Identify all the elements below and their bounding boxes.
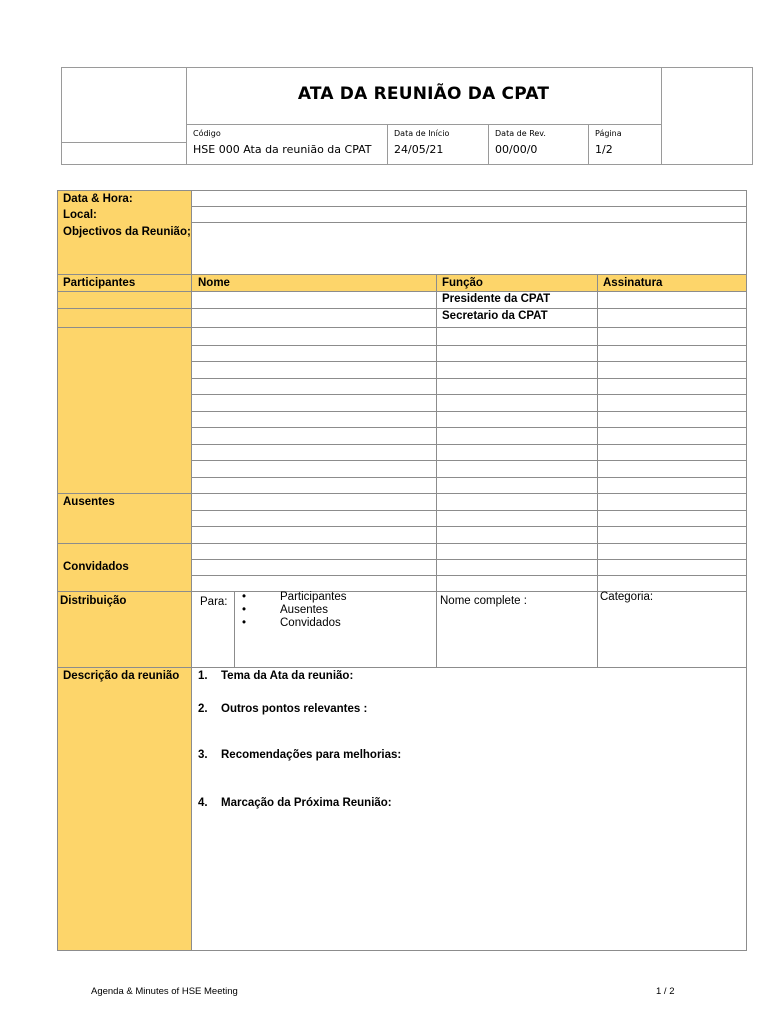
row-divider xyxy=(191,394,747,395)
item-number: 2. xyxy=(198,703,208,715)
distribution-item: Ausentes xyxy=(280,604,328,616)
bullet-icon: • xyxy=(242,591,247,603)
role-president: Presidente da CPAT xyxy=(442,293,551,305)
bullet-icon: • xyxy=(242,604,247,616)
start-date-label: Data de Início xyxy=(394,129,450,138)
bullet-icon: • xyxy=(242,617,247,629)
category-label: Categoria: xyxy=(600,591,654,603)
meeting-form xyxy=(57,190,747,951)
row-divider xyxy=(191,444,747,445)
revision-date-label: Data de Rev. xyxy=(495,129,546,138)
row-divider xyxy=(191,526,747,527)
row-divider xyxy=(57,308,747,309)
item-number: 1. xyxy=(198,670,208,682)
page-label: Página xyxy=(595,129,622,138)
row-divider xyxy=(191,222,747,223)
row-divider xyxy=(57,493,747,494)
header-divider xyxy=(488,124,489,165)
row-divider xyxy=(191,510,747,511)
row-divider xyxy=(191,345,747,346)
page-value: 1/2 xyxy=(595,143,613,156)
column-header-signature: Assinatura xyxy=(603,277,663,289)
agenda-item-text: Recomendações para melhorias: xyxy=(221,749,402,761)
row-divider xyxy=(191,460,747,461)
row-divider xyxy=(57,667,747,668)
row-divider xyxy=(191,411,747,412)
revision-date-value: 00/00/0 xyxy=(495,143,538,156)
header-divider xyxy=(186,67,187,165)
item-number: 4. xyxy=(198,797,208,809)
date-time-label: Data & Hora: xyxy=(63,193,133,205)
distribution-item: Participantes xyxy=(280,591,347,603)
row-divider xyxy=(191,575,747,576)
guests-label: Convidados xyxy=(63,561,129,573)
agenda-item-text: Marcação da Próxima Reunião: xyxy=(221,797,392,809)
row-divider xyxy=(57,327,747,328)
distribution-item: Convidados xyxy=(280,617,341,629)
row-divider xyxy=(191,427,747,428)
start-date-value: 24/05/21 xyxy=(394,143,444,156)
row-divider xyxy=(57,291,747,292)
header-divider xyxy=(661,67,662,165)
item-number: 3. xyxy=(198,749,208,761)
code-label: Código xyxy=(193,129,221,138)
to-label: Para: xyxy=(200,596,228,608)
role-secretary: Secretario da CPAT xyxy=(442,310,548,322)
column-divider xyxy=(191,190,192,951)
document-title: ATA DA REUNIÃO DA CPAT xyxy=(297,84,550,104)
location-label: Local: xyxy=(63,209,97,221)
column-divider xyxy=(436,274,437,667)
header-divider xyxy=(588,124,589,165)
column-divider xyxy=(597,274,598,667)
row-divider xyxy=(57,543,747,544)
row-divider xyxy=(191,361,747,362)
row-divider xyxy=(191,559,747,560)
row-divider xyxy=(57,274,747,275)
footer-title: Agenda & Minutes of HSE Meeting xyxy=(91,986,238,997)
row-divider xyxy=(191,477,747,478)
code-value: HSE 000 Ata da reunião da CPAT xyxy=(193,143,372,156)
distribution-label: Distribuição xyxy=(60,595,127,607)
absent-label: Ausentes xyxy=(63,496,115,508)
footer-page-number: 1 / 2 xyxy=(656,986,675,997)
header-divider xyxy=(186,124,661,125)
agenda-item-text: Outros pontos relevantes : xyxy=(221,703,368,715)
row-divider xyxy=(191,378,747,379)
header-divider xyxy=(61,142,186,143)
agenda-item-text: Tema da Ata da reunião: xyxy=(221,670,354,682)
header-divider xyxy=(387,124,388,165)
objectives-label: Objectivos da Reunião; xyxy=(63,226,191,238)
row-divider xyxy=(191,206,747,207)
participants-label: Participantes xyxy=(63,277,136,289)
column-divider xyxy=(234,591,235,667)
column-header-name: Nome xyxy=(198,277,230,289)
full-name-label: Nome complete : xyxy=(440,595,527,607)
column-header-role: Função xyxy=(442,277,483,289)
description-label: Descrição da reunião xyxy=(63,670,180,682)
